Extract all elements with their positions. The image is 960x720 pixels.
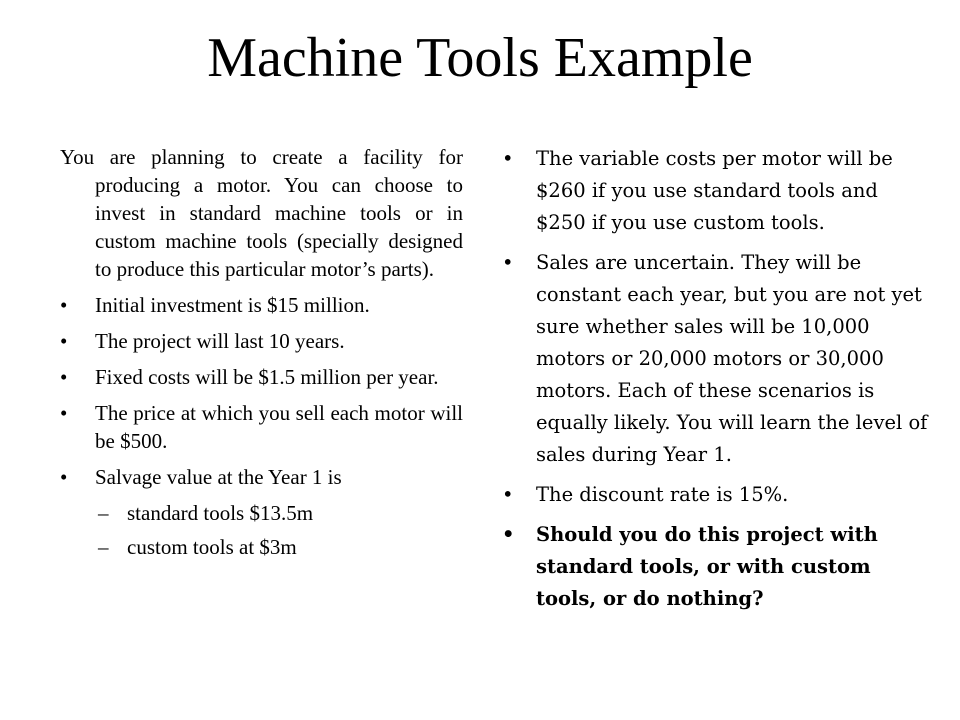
bullet-salvage-value xyxy=(60,463,463,491)
bullet-initial-investment xyxy=(60,291,463,319)
sub-item-text: custom tools at $3m xyxy=(127,535,297,559)
bullet-text: Fixed costs will be $1.5 million per year. xyxy=(95,365,439,389)
bullet-text: The discount rate is 15%. xyxy=(536,483,789,506)
bullet-text: Salvage value at the Year 1 is xyxy=(95,465,342,489)
dash-icon: – xyxy=(98,501,109,525)
bullet-text: Sales are uncertain. They will be constant each year, but you are not yet sure whether sales will be 10,000 motors or 20,000 motors or 30,000 motors. Each of these scenarios is equally likely. You will learn the level of sales during Year 1. xyxy=(536,251,928,466)
bullet-question xyxy=(502,519,928,615)
bullet-icon: • xyxy=(502,483,514,506)
bullet-icon: • xyxy=(502,251,514,274)
slide-title: Machine Tools Example xyxy=(207,27,753,89)
bullet-sales-uncertain xyxy=(502,247,928,471)
bullet-icon: • xyxy=(60,465,68,489)
bullet-text: The price at which you sell each motor will be $500. xyxy=(95,401,463,453)
sub-item-standard-tools xyxy=(60,499,463,527)
bullet-text: The project will last 10 years. xyxy=(95,329,345,353)
intro-paragraph: You are planning to create a facility for producing a motor. You can choose to invest in standard machine tools or in custom machine tools (specially designed to produce this particular motor’s parts). xyxy=(60,145,463,281)
bullet-icon: • xyxy=(60,401,68,425)
bullet-icon: • xyxy=(60,365,68,389)
bullet-icon: • xyxy=(502,523,515,546)
bullet-text: Should you do this project with standard tools, or with custom tools, or do nothing? xyxy=(536,523,878,610)
right-column xyxy=(502,143,928,623)
left-column xyxy=(60,143,463,567)
bullet-project-duration xyxy=(60,327,463,355)
dash-icon: – xyxy=(98,535,109,559)
bullet-price xyxy=(60,399,463,455)
bullet-icon: • xyxy=(60,293,68,317)
bullet-fixed-costs xyxy=(60,363,463,391)
bullet-icon: • xyxy=(502,147,514,170)
bullet-text: Initial investment is $15 million. xyxy=(95,293,370,317)
bullet-icon: • xyxy=(60,329,68,353)
bullet-variable-costs xyxy=(502,143,928,239)
sub-item-text: standard tools $13.5m xyxy=(127,501,314,525)
bullet-text: The variable costs per motor will be $260 if you use standard tools and $250 if you use custom tools. xyxy=(536,147,893,234)
sub-item-custom-tools xyxy=(60,533,463,561)
bullet-discount-rate xyxy=(502,479,928,511)
